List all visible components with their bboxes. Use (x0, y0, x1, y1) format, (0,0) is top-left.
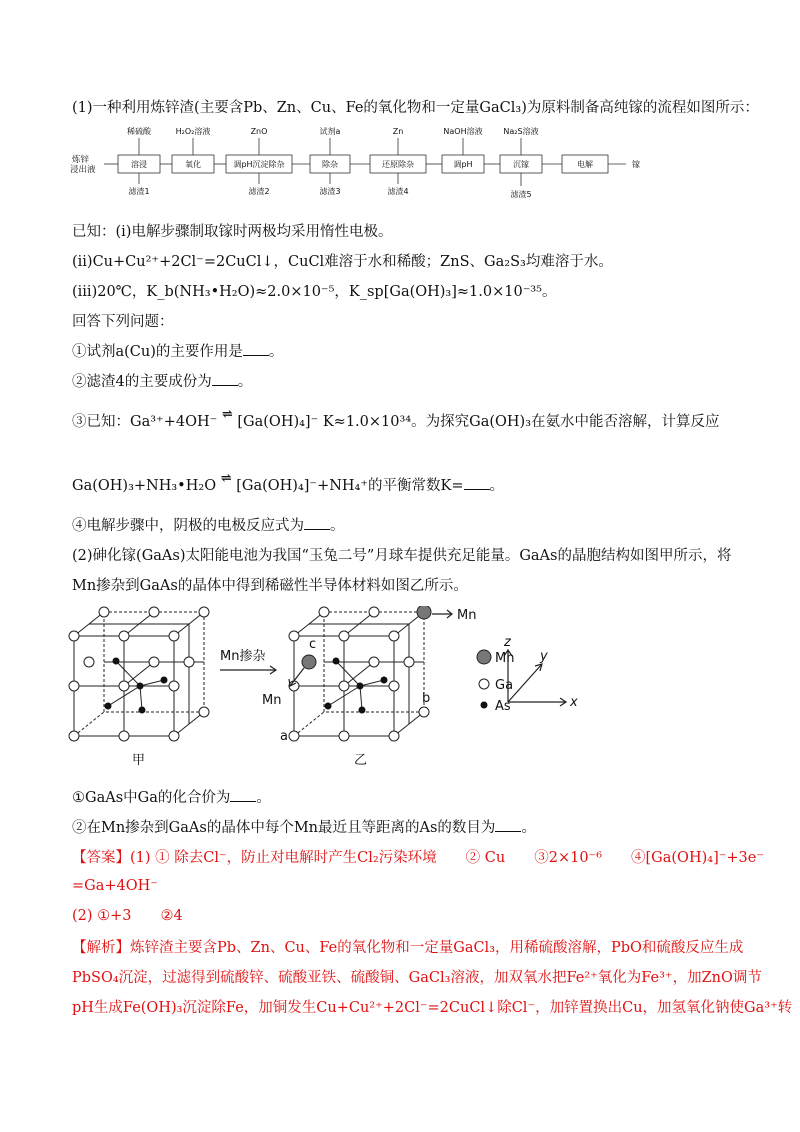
known-1: 已知：(i)电解步骤制取镓时两极均采用惰性电极。 (72, 224, 393, 240)
answer-blank[interactable] (243, 343, 269, 356)
analysis-line-3: pH生成Fe(OH)₃沉淀除Fe，加铜发生Cu+Cu²⁺+2Cl⁻=2CuCl↓除Cl⁻，加锌置换出Cu，加氢氧化钠使Ga³⁺转 (72, 1000, 793, 1016)
question-4-text: ④电解步骤中，阴极的电极反应式为 (72, 518, 304, 534)
axis-z: z (504, 635, 511, 650)
question-6: ②在Mn掺杂到GaAs的晶体中每个Mn最近且等距离的As的数目为 。 (72, 820, 536, 836)
step-7: 沉镓 (513, 160, 529, 169)
axis-x: x (570, 695, 578, 710)
step-1: 溶浸 (131, 160, 147, 169)
point-b: b (422, 691, 431, 706)
step-2: 氧化 (185, 160, 201, 169)
residue-4: 滤渣4 (387, 187, 409, 196)
answer-blank[interactable] (464, 477, 490, 490)
intro-text: (1)一种利用炼锌渣(主要含Pb、Zn、Cu、Fe的氧化物和一定量GaCl₃)为原料制备高纯镓的流程如图所示： (72, 100, 759, 116)
answer-line-1: 【答案】(1) ① 除去Cl⁻，防止对电解时产生Cl₂污染环境 ② Cu ③2×10⁻⁶ ④[Ga(OH)₄]⁻+3e⁻ (72, 850, 764, 866)
question-1: ①试剂a(Cu)的主要作用是 。 (72, 344, 284, 360)
step-4: 除杂 (322, 160, 338, 169)
point-a: a (280, 729, 288, 744)
reagent-1: 稀硫酸 (127, 127, 151, 136)
legend-ga: Ga (495, 678, 514, 693)
flow-start-a: 炼锌 (72, 155, 90, 165)
label-jia: 甲 (132, 753, 146, 768)
residue-5: 滤渣5 (510, 190, 532, 199)
question-3b-post: [Ga(OH)₄]⁻+NH₄⁺的平衡常数K= (236, 478, 464, 494)
residue-2: 滤渣2 (248, 187, 270, 196)
step-3: 调pH沉淀除杂 (233, 160, 285, 169)
step-5: 还原除杂 (382, 160, 414, 169)
question-6-text: ②在Mn掺杂到GaAs的晶体中每个Mn最近且等距离的As的数目为 (72, 820, 496, 836)
analysis-line-2: PbSO₄沉淀，过滤得到硫酸锌、硫酸亚铁、硫酸铜、GaCl₃溶液，加双氧水把Fe²⁺氧化为Fe³⁺，加ZnO调节 (72, 970, 762, 986)
axis-y: y (540, 649, 548, 664)
analysis-line-1: 【解析】炼锌渣主要含Pb、Zn、Cu、Fe的氧化物和一定量GaCl₃，用稀硫酸溶解，PbO和硫酸反应生成 (72, 940, 744, 956)
question-3a-post: [Ga(OH)₄]⁻ K≈1.0×10³⁴。为探究Ga(OH)₃在氨水中能否溶解，计算反应 (237, 414, 720, 430)
reagent-4: 试剂a (319, 127, 341, 136)
question-4: ④电解步骤中，阴极的电极反应式为 。 (72, 518, 345, 534)
reagent-6: NaOH溶液 (443, 127, 483, 136)
answer-blank[interactable] (212, 373, 238, 386)
question-3a-pre: ③已知：Ga³⁺+4OH⁻ (72, 414, 218, 430)
question-3b-pre: Ga(OH)₃+NH₃•H₂O (72, 478, 217, 494)
flow-start-b: 浸出液 (70, 165, 96, 175)
answer-blank[interactable] (304, 517, 330, 530)
label-yi: 乙 (354, 753, 368, 768)
prompt-text: 回答下列问题： (72, 314, 174, 330)
known-3: (iii)20℃，K_b(NH₃•H₂O)≈2.0×10⁻⁵，K_sp[Ga(OH)₃]≈1.0×10⁻³⁵。 (72, 284, 557, 300)
question-5: ①GaAs中Ga的化合价为 。 (72, 790, 271, 806)
answer-line-1b: =Ga+4OH⁻ (72, 878, 158, 894)
process-flow-diagram (70, 124, 670, 204)
crystal-structure-figure (68, 606, 628, 770)
answer-blank[interactable] (495, 819, 521, 832)
question-5-text: ①GaAs中Ga的化合价为 (72, 790, 231, 806)
answer-line-2: (2) ①+3 ②4 (72, 908, 183, 924)
reagent-2: H₂O₂溶液 (175, 127, 211, 136)
question-2: ②滤渣4的主要成份为 。 (72, 374, 253, 390)
question-3a (72, 407, 720, 433)
legend-as: As (495, 699, 511, 714)
arrow-label: Mn掺杂 (220, 649, 266, 664)
equilibrium-arrow-icon: ⇌ (220, 471, 232, 486)
equilibrium-arrow-icon: ⇌ (221, 407, 233, 422)
reagent-7: Na₂S溶液 (503, 127, 539, 136)
part2-line2: Mn掺杂到GaAs的晶体中得到稀磁性半导体材料如图乙所示。 (72, 578, 468, 594)
question-1-text: ①试剂a(Cu)的主要作用是 (72, 344, 243, 360)
answer-blank[interactable] (230, 789, 256, 802)
flow-product: 镓 (632, 160, 640, 169)
residue-1: 滤渣1 (128, 187, 150, 196)
reagent-3: ZnO (250, 127, 268, 136)
part2-line1: (2)砷化镓(GaAs)太阳能电池为我国“玉兔二号”月球车提供充足能量。GaAs的晶胞结构如图甲所示，将 (72, 548, 732, 564)
point-c: c (309, 637, 317, 652)
question-3b: Ga(OH)₃+NH₃•H₂O ⇌ [Ga(OH)₄]⁻+NH₄⁺的平衡常数K= 。 (72, 471, 505, 494)
step-6: 调pH (453, 160, 473, 169)
legend-mn: Mn (495, 651, 515, 666)
mn-label-left: Mn (262, 693, 282, 708)
mn-label-top: Mn (457, 608, 477, 623)
known-2: (ii)Cu+Cu²⁺+2Cl⁻=2CuCl↓，CuCl难溶于水和稀酸；ZnS、Ga₂S₃均难溶于水。 (72, 254, 613, 270)
step-8: 电解 (577, 160, 593, 169)
residue-3: 滤渣3 (319, 187, 341, 196)
reagent-5: Zn (392, 127, 404, 136)
question-2-text: ②滤渣4的主要成份为 (72, 374, 212, 390)
